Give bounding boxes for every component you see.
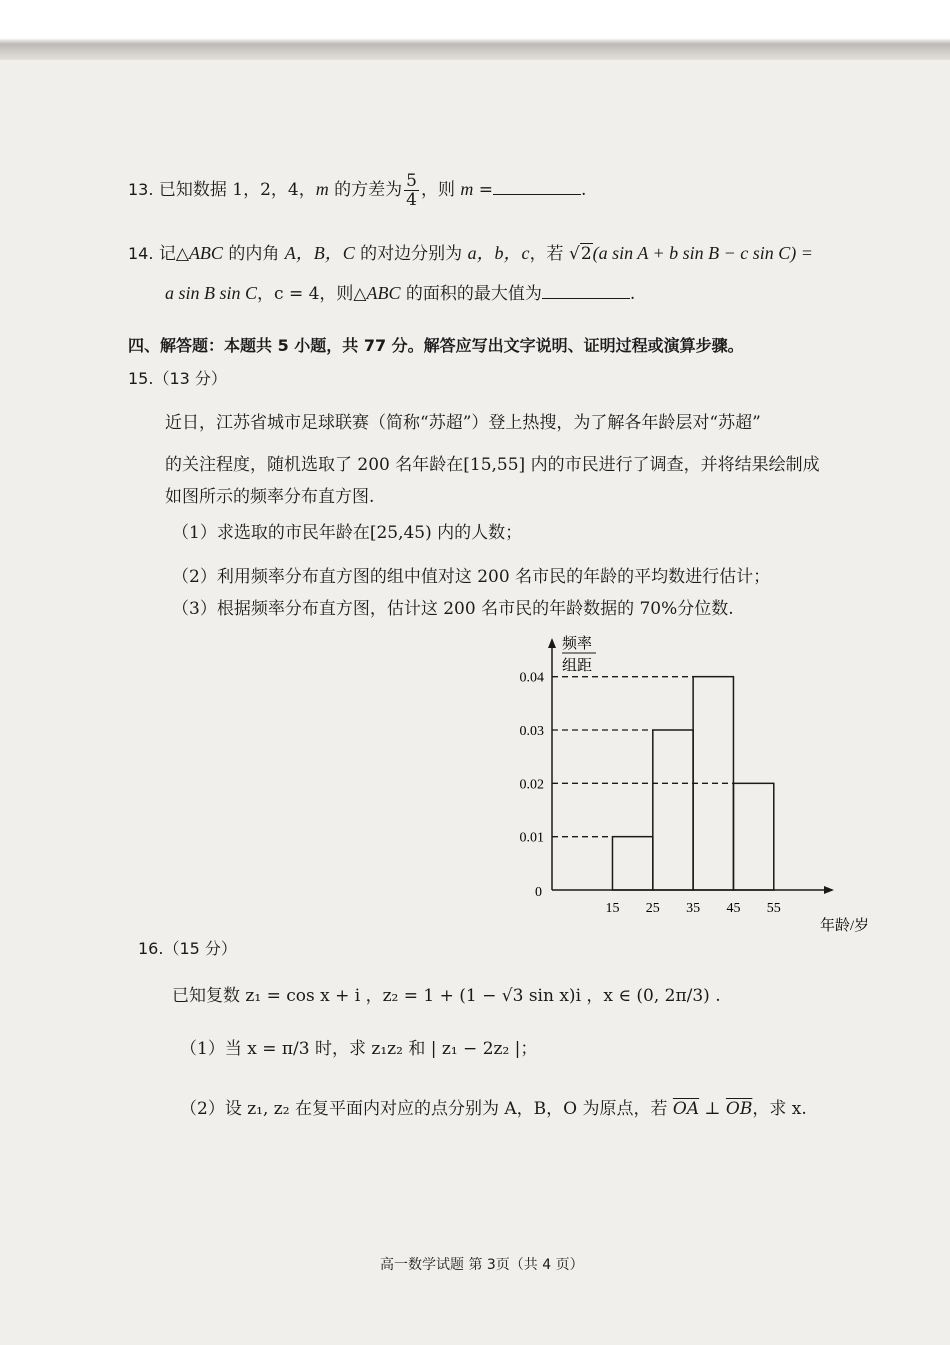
vector-oa: $\overline{OA}$ — [672, 1099, 700, 1119]
q13-fraction — [404, 172, 419, 209]
answer-blank — [542, 280, 630, 299]
q14-abc: ABC — [188, 243, 223, 263]
q15-subquestion-3: （3）根据频率分布直方图，估计这 200 名市民的年龄数据的 70%分位数. — [172, 599, 734, 619]
frequency-histogram — [500, 628, 870, 938]
fraction-denominator: 4 — [406, 190, 417, 210]
x-tick-label: 15 — [605, 901, 620, 916]
q14-text-d: 的对边分别为 — [354, 244, 468, 264]
q14-line2-expr: a sin B sin C — [165, 283, 258, 303]
x-axis-label: 年龄/岁 — [820, 918, 870, 934]
histogram-bar — [653, 730, 693, 890]
q13-text-a: 已知数据 1，2，4， — [158, 180, 316, 200]
question-16-header: 16.（15 分） — [138, 939, 237, 958]
y-tick-label: 0.02 — [519, 777, 544, 793]
vector-ob: $\overline{OB}$ — [725, 1099, 753, 1119]
x-tick-label: 25 — [645, 901, 660, 916]
histogram-bar — [733, 783, 773, 890]
q14-expr: (a sin A + b sin B − c sin C) = — [592, 243, 813, 263]
origin-label: 0 — [535, 885, 542, 900]
q14-line2-rest: 的面积的最大值为 — [400, 284, 542, 304]
q14-line2-c: ，c = 4，则△ — [257, 284, 367, 304]
q16-s2-text-b: ，求 x. — [752, 1099, 807, 1119]
q13-text-b: 的方差为 — [328, 180, 403, 200]
scan-top-edge — [0, 0, 950, 60]
q15-paragraph-line2: 的关注程度，随机选取了 200 名年龄在[15,55] 内的市民进行了调查，并将结果绘制成 — [165, 455, 820, 475]
page-footer: 高一数学试题 第 3页（共 4 页） — [380, 1257, 584, 1273]
sqrt-radicand: 2 — [580, 244, 592, 264]
x-tick-label: 55 — [766, 901, 781, 916]
y-axis-label-top: 频率 — [562, 636, 593, 652]
q16-statement: 已知复数 z₁ = cos x + i ，z₂ = 1 + (1 − √3 sin x)i ，x ∈ (0, 2π/3) . — [172, 986, 721, 1006]
question-number: 14. — [128, 244, 154, 263]
section-heading: 四、解答题：本题共 5 小题，共 77 分。解答应写出文字说明、证明过程或演算步骤。 — [128, 336, 744, 355]
q13-var-m2: m — [460, 179, 474, 199]
y-tick-label: 0.04 — [519, 670, 544, 686]
q14-text-f: ，若 — [529, 244, 569, 264]
fraction-numerator: 5 — [406, 171, 417, 191]
q13-eq: = — [473, 180, 494, 200]
y-tick-label: 0.03 — [519, 724, 544, 739]
sqrt-symbol: √2 — [568, 244, 592, 264]
q13-end: . — [581, 180, 587, 200]
question-14 — [128, 240, 813, 267]
question-15-header: 15.（13 分） — [128, 369, 227, 388]
q16-subquestion-2 — [180, 1096, 807, 1122]
histogram-bar — [612, 837, 652, 890]
q14-line2-abc: ABC — [366, 283, 401, 303]
answer-blank — [493, 176, 581, 195]
q16-s2-text-a: （2）设 z₁, z₂ 在复平面内对应的点分别为 A，B，O 为原点，若 — [180, 1099, 673, 1119]
question-number: 13. — [128, 180, 154, 199]
q14-text-a: 记△ — [158, 244, 189, 264]
y-tick-label: 0.01 — [519, 830, 544, 846]
q14-end: . — [629, 284, 636, 304]
y-axis-arrow — [548, 638, 556, 648]
q13-var-m: m — [315, 179, 329, 199]
perp-symbol: ⊥ — [699, 1099, 726, 1119]
x-axis-arrow — [824, 886, 834, 894]
x-tick-label: 45 — [726, 901, 741, 916]
q15-subquestion-1: （1）求选取的市民年龄在[25,45) 内的人数； — [172, 523, 523, 543]
q14-text-c: A，B，C — [284, 243, 355, 263]
question-13 — [128, 172, 586, 209]
q15-subquestion-2: （2）利用频率分布直方图的组中值对这 200 名市民的年龄的平均数进行估计； — [172, 567, 771, 587]
question-14-line2 — [165, 280, 635, 307]
q14-text-e: a，b，c — [467, 243, 530, 263]
q16-subquestion-1: （1）当 x = π/3 时，求 z₁z₂ 和 | z₁ − 2z₂ |； — [180, 1039, 538, 1059]
x-tick-label: 35 — [686, 901, 701, 916]
q13-text-c: ，则 — [420, 180, 461, 200]
q15-paragraph-line3: 如图所示的频率分布直方图. — [165, 487, 375, 507]
q15-paragraph-line1: 近日，江苏省城市足球联赛（简称“苏超”）登上热搜，为了解各年龄层对“苏超” — [165, 413, 761, 433]
y-axis-label-bottom: 组距 — [562, 658, 593, 674]
q14-text-b: 的内角 — [222, 244, 285, 264]
